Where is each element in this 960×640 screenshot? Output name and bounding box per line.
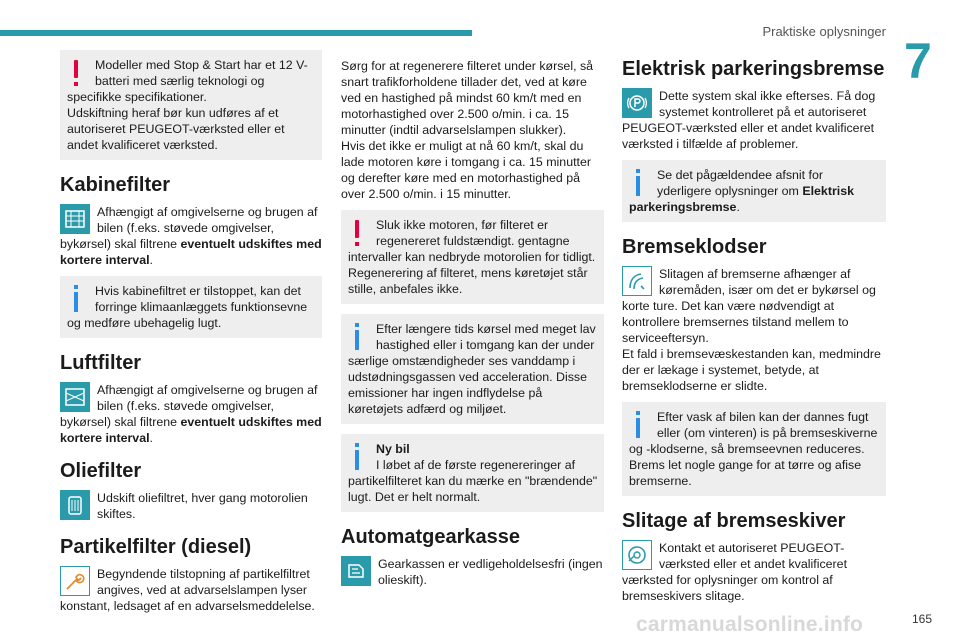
watermark: carmanualsonline.info: [636, 613, 864, 636]
info-title: Ny bil: [376, 442, 410, 456]
section-title-brake-discs: Slitage af bremseskiver: [622, 510, 846, 532]
cabin-filter-text: Afhængigt af omgivelserne og brugen af bilen (f.eks. støvede omgivelser, bykørsel) skal filtrene: [60, 205, 318, 251]
oil-filter-text: Udskift oliefiltret, hver gang motorolien skiftes.: [97, 491, 308, 521]
brake-pads-text: Slitagen af bremserne afhænger af køremåden, især om det er bykørsel og korte ture. Det kan være nødvendigt at kontrollere bremsernes tilstand mellem to serviceeftersyn. Et fald i bremsevæskestanden kan, medmindre der er lækage i systemet, betyde, at bremseklodserne er slidte.: [622, 267, 881, 393]
info-box-cabin-filter: [60, 276, 322, 338]
oil-filter-paragraph: [60, 490, 322, 522]
info-icon: [631, 411, 645, 441]
gearbox-text: Gearkassen er vedligeholdelsesfri (ingen olieskift).: [378, 557, 603, 587]
cabin-filter-paragraph: [60, 204, 322, 268]
info-text: Efter vask af bilen kan der dannes fugt eller (om vinteren) is på bremseskiverne og -klodserne, så bremseevnen reduceres. Brems let nogle gange for at tørre og afise bremserne.: [629, 410, 878, 488]
section-title-brake-pads: Bremseklodser: [622, 236, 767, 258]
gearbox-paragraph: [341, 556, 604, 588]
info-icon: [631, 169, 645, 199]
section-title-particle-filter: Partikelfilter (diesel): [60, 536, 252, 558]
info-icon: [350, 443, 364, 473]
air-filter-bold: eventuelt udskiftes med kortere interval: [60, 415, 322, 445]
warning-icon: [69, 59, 83, 89]
page-header-title: Praktiske oplysninger: [762, 24, 886, 39]
info-text: Se det pågældendee afsnit for yderligere oplysninger om: [657, 168, 824, 198]
info-text: I løbet af de første regenereringer af partikelfilteret kan du mærke en "brændende" lugt. Det er helt normalt.: [348, 458, 598, 504]
info-box-brake-pads: [622, 402, 886, 496]
chapter-number: 7: [904, 33, 932, 89]
section-title-oil-filter: Oliefilter: [60, 460, 142, 482]
parking-brake-text: Dette system skal ikke efterses. Få dog systemet kontrolleret på et autoriseret PEUGEOT-værksted eller et andet kvalificeret værksted i tilfælde af problemer.: [622, 89, 876, 151]
page-number: 165: [911, 612, 932, 626]
particle-filter-paragraph: [60, 566, 322, 614]
column-1: [60, 50, 322, 622]
section-title-cabin-filter: Kabinefilter: [60, 174, 171, 196]
warning-text: Sluk ikke motoren, før filteret er regenereret fuldstændigt. gentagne intervaller kan nedbryde motorolien for tidligt. Regenerering af filteret, mens køretøjet står stille, anbefales ikke.: [348, 218, 596, 296]
header-accent-bar: [0, 30, 472, 36]
parking-brake-icon: [622, 88, 652, 118]
warning-icon: [350, 219, 364, 249]
section-title-air-filter: Luftfilter: [60, 352, 142, 374]
section-title-parking-brake: Elektrisk parkeringsbremse: [622, 58, 885, 80]
particle-filter-text: Begyndende tilstopning af partikelfiltret angives, ved at advarselslampen lyser konstant, ledsaget af en advarselsmeddelelse.: [60, 567, 315, 613]
info-text: Efter længere tids kørsel med meget lav hastighed eller i tomgang kan der under særlige omstændigheder ses vanddamp i udstødningsgassen ved acceleration. Disse emissioner har ingen indflydelse på køretøjets adfærd og miljøet.: [348, 322, 596, 416]
regeneration-text: Sørg for at regenerere filteret under kørsel, så snart trafikforholdene tillader det, ved at køre ved en hastighed på mindst 60 km/t med en motorhastighed over 2.500 o/min. i ca. 15 minutter (indtil advarselslampen slukker). Hvis det ikke er muligt at nå 60 km/t, skal du lade motoren køre i tomgang i ca. 15 minutter og derefter køre med en motorhastighed på over 2.500 o/min. i 15 minutter.: [341, 59, 594, 201]
info-icon: [350, 323, 364, 353]
info-box-new-car: [341, 434, 604, 512]
cabin-filter-text-end: .: [149, 253, 153, 267]
info-icon: [69, 285, 83, 315]
air-filter-text: Afhængigt af omgivelserne og brugen af bilen (f.eks. støvede omgivelser, bykørsel) skal filtrene: [60, 383, 318, 429]
warning-box-start-stop: [60, 50, 322, 160]
brake-disc-icon: [622, 540, 652, 570]
cabin-filter-bold: eventuelt udskiftes med kortere interval: [60, 237, 322, 267]
oil-filter-icon: [60, 490, 90, 520]
info-box-idle: [341, 314, 604, 424]
wrench-icon: [60, 566, 90, 596]
brake-discs-paragraph: [622, 540, 886, 604]
cabin-filter-icon: [60, 204, 90, 234]
column-2: [341, 50, 604, 596]
info-bold: Elektrisk parkeringsbremse: [629, 184, 854, 214]
brake-pads-paragraph: [622, 266, 886, 394]
air-filter-paragraph: [60, 382, 322, 446]
warning-text: Modeller med Stop & Start har et 12 V-batteri med særlig teknologi og specifikke specifikationer. Udskiftning heraf bør kun udføres af et autoriseret PEUGEOT-værksted eller et andet kvalificeret værksted.: [67, 58, 308, 152]
info-text: Hvis kabinefiltret er tilstoppet, kan det forringe klimaanlæggets funktionsevne og medføre ubehagelig lugt.: [67, 284, 308, 330]
air-filter-text-end: .: [149, 431, 153, 445]
column-3: [622, 50, 886, 612]
brake-pads-icon: [622, 266, 652, 296]
info-box-parking-brake: [622, 160, 886, 222]
warning-box-engine-stop: [341, 210, 604, 304]
air-filter-icon: [60, 382, 90, 412]
info-text-end: .: [736, 200, 740, 214]
brake-discs-text: Kontakt et autoriseret PEUGEOT-værksted eller et andet kvalificeret værksted for oplysninger om kontrol af bremseskivers slitage.: [622, 541, 848, 603]
parking-brake-paragraph: [622, 88, 886, 152]
gearbox-icon: [341, 556, 371, 586]
section-title-gearbox: Automatgearkasse: [341, 526, 520, 548]
